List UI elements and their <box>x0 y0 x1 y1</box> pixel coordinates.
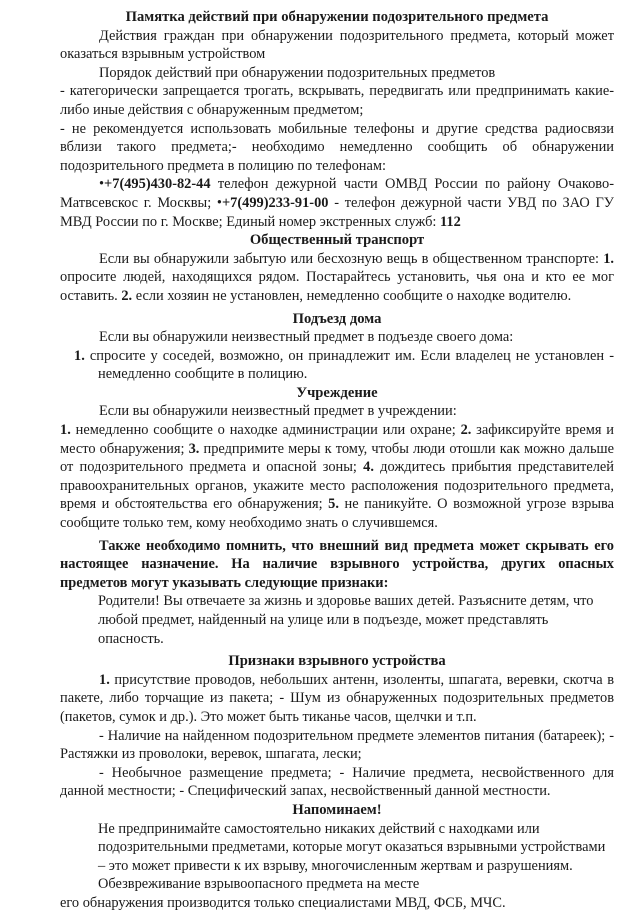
step-number: 1. <box>60 422 71 439</box>
phone-ovd: +7(495)430-82-44 <box>104 176 211 193</box>
step-number: 3. <box>188 440 200 457</box>
phones-paragraph <box>60 175 614 231</box>
reminder-last-line: его обнаружения производится только специалистами МВД, ФСБ, МЧС. <box>60 894 506 911</box>
signs-paragraph-2: - Наличие на найденном подозрительном предмете элементов питания (батареек); - Растяжки из проволоки, веревок, шпагата, лески; <box>60 727 614 763</box>
entrance-item-text: спросите у соседей, возможно, он принадлежит им. Если владелец не установлен - немедленно сообщите в полицию. <box>84 347 614 383</box>
step-number: 1. <box>99 671 110 688</box>
parents-block <box>60 592 614 648</box>
signs-text: присутствие проводов, небольших антенн, изоленты, шпагата, веревки, скотча в пакете, либо торчащие из пакета; - Шум из обнаруженных подозрительных предметов (пакетов, сумок и др.). Это может быть тиканье часов, щелчки и т.п. <box>60 671 614 725</box>
step-text: немедленно сообщите о находке администрации или охране; <box>70 422 461 439</box>
order-heading: Порядок действий при обнаружении подозрительных предметов <box>99 64 496 81</box>
phone-ovd-label: телефон дежурной части ОМВД России по району Очаково-Матвсевскос г. Москвы; <box>60 176 614 211</box>
phone-uvd-label: - телефон дежурной части УВД по ЗАО ГУ МВД России по г. Москве; Единый номер экстренных служб: <box>60 194 614 230</box>
step-text: предпримите меры к тому, чтобы люди отошли как можно дальше от подозрительного предмета и опасной зоны; <box>60 440 614 476</box>
transport-text: опросите людей, находящихся рядом. Постарайтесь установить, чья она и кто ее мог оставить. <box>60 269 614 304</box>
signs-paragraph-1 <box>60 671 614 727</box>
warning-paragraph <box>60 537 614 593</box>
signs-paragraph-3: - Необычное размещение предмета; - Наличие предмета, несвойственного для данной местности; - Специфический запах, несвойственный данной местности. <box>60 764 614 800</box>
intro-paragraph: Действия граждан при обнаружении подозрительного предмета, который может оказаться взрывным устройством <box>60 27 614 63</box>
entrance-heading: Подъезд дома <box>292 310 382 327</box>
institution-heading: Учреждение <box>296 384 378 401</box>
step-text: не паникуйте. О возможной угрозе взрыва сообщите только тем, кому необходимо знать о случившемся. <box>60 496 614 532</box>
reminder-paragraph: Не предпринимайте самостоятельно никаких действий с находками или подозрительными предметами, которые могут оказаться взрывными устройствами – это может привести к их взрыву, многочисленным жертвам и разрушениям. Обезвреживание взрывоопасного предмета на месте <box>98 820 606 893</box>
step-number: 2. <box>121 287 133 304</box>
transport-text: Если вы обнаружили забытую или бесхозную вещь в общественном транспорте: <box>99 250 604 267</box>
page-title: Памятка действий при обнаружении подозрительного предмета <box>125 9 549 25</box>
institution-intro: Если вы обнаружили неизвестный предмет в учреждении: <box>99 403 457 420</box>
entrance-intro: Если вы обнаружили неизвестный предмет в подъезде своего дома: <box>99 329 514 346</box>
emergency-number: 112 <box>440 213 461 230</box>
rule-no-phones: - не рекомендуется использовать мобильные телефоны и другие средства радиосвязи вблизи такого предмета;- необходимо немедленно сообщить об обнаружении подозрительного предмета в полицию по телефонам: <box>60 120 614 174</box>
reminder-heading: Напоминаем! <box>292 801 382 818</box>
step-number: 4. <box>363 459 374 476</box>
bullet: • <box>99 176 105 193</box>
transport-text: если хозяин не установлен, немедленно сообщите о находке водителю. <box>132 287 572 304</box>
institution-steps <box>60 421 614 533</box>
step-number: 1. <box>74 347 85 364</box>
warning-text: Также необходимо помнить, что внешний вид предмета может скрывать его настоящее назначение. На наличие взрывного устройства, других опасных предметов могут указывать следующие признаки: <box>60 537 614 591</box>
signs-heading: Признаки взрывного устройства <box>228 653 446 670</box>
bullet: • <box>216 194 222 211</box>
rule-no-touch: - категорически запрещается трогать, вскрывать, передвигать или предпринимать какие-либо иные действия с обнаруженным предметом; <box>60 83 614 118</box>
phone-uvd: +7(499)233-91-00 <box>221 194 329 211</box>
transport-paragraph <box>60 250 614 306</box>
step-text: дождитесь прибытия представителей правоохранительных органов, укажите место расположения подозрительного предмета, время и обстоятельства его обнаружения; <box>60 459 614 513</box>
step-number: 5. <box>328 496 339 513</box>
step-text: зафиксируйте время и место обнаружения; <box>60 422 615 457</box>
entrance-item <box>60 347 614 384</box>
parents-paragraph: Родители! Вы отвечаете за жизнь и здоровье ваших детей. Разъясните детям, что любой предмет, найденный на улице или в подъезде, может представлять опасность. <box>98 593 594 647</box>
transport-heading: Общественный транспорт <box>249 232 425 249</box>
step-number: 2. <box>460 422 472 439</box>
step-number: 1. <box>603 250 614 267</box>
